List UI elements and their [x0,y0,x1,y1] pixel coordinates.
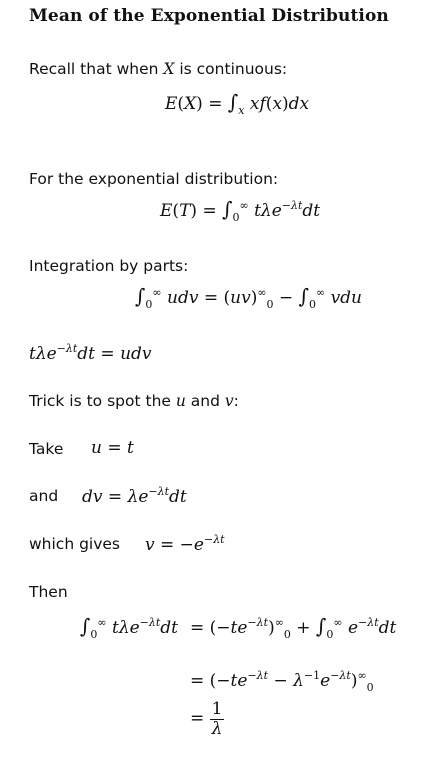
formula-dv-def: dv = $\lambda e^{-\lambda t}dt$ [82,485,187,507]
formula-step2: = $(-te^{-\lambda t} - \lambda^{-1}e^{-\lambda t})^\infty_0$ [190,669,374,694]
by-parts-text: Integration by parts: [29,257,189,275]
formula-result: = $\frac{1}{\lambda}$ [190,699,223,739]
formula-mean-continuous: $E(X) = \int_x$ xf(x)dx [165,90,310,117]
page-title: Mean of the Exponential Distribution [29,6,389,26]
formula-udv: tλe$^{-\lambda t}$dt = udv [29,342,152,364]
and-text: and [29,487,59,505]
which-gives-text: which gives [29,535,121,553]
formula-parts: $\int_0^\infty$ udv = $(uv)^\infty_0 - \int_0^\infty$ vdu [135,284,362,311]
then-text: Then [29,583,68,601]
formula-step1-rhs: = $(-te^{-\lambda t})^\infty_0 + \int_0^\infty$ $e^{-\lambda t}dt$ [190,614,397,641]
recall-text: Recall that when X is continuous: [29,60,288,78]
formula-step1: $\int_0^\infty$ tλe$^{-\lambda t}$dt [80,614,179,641]
for-exp-text: For the exponential distribution: [29,170,279,188]
trick-text: Trick is to spot the u and v: [29,392,239,410]
formula-v-def: $v = -e^{-\lambda t}$ [145,533,225,555]
formula-u-def: u = t [91,438,134,458]
take-text: Take [29,440,64,458]
formula-mean-exp: $E(T) = \int_0^\infty$ tλe$^{-\lambda t}$dt [160,197,321,224]
